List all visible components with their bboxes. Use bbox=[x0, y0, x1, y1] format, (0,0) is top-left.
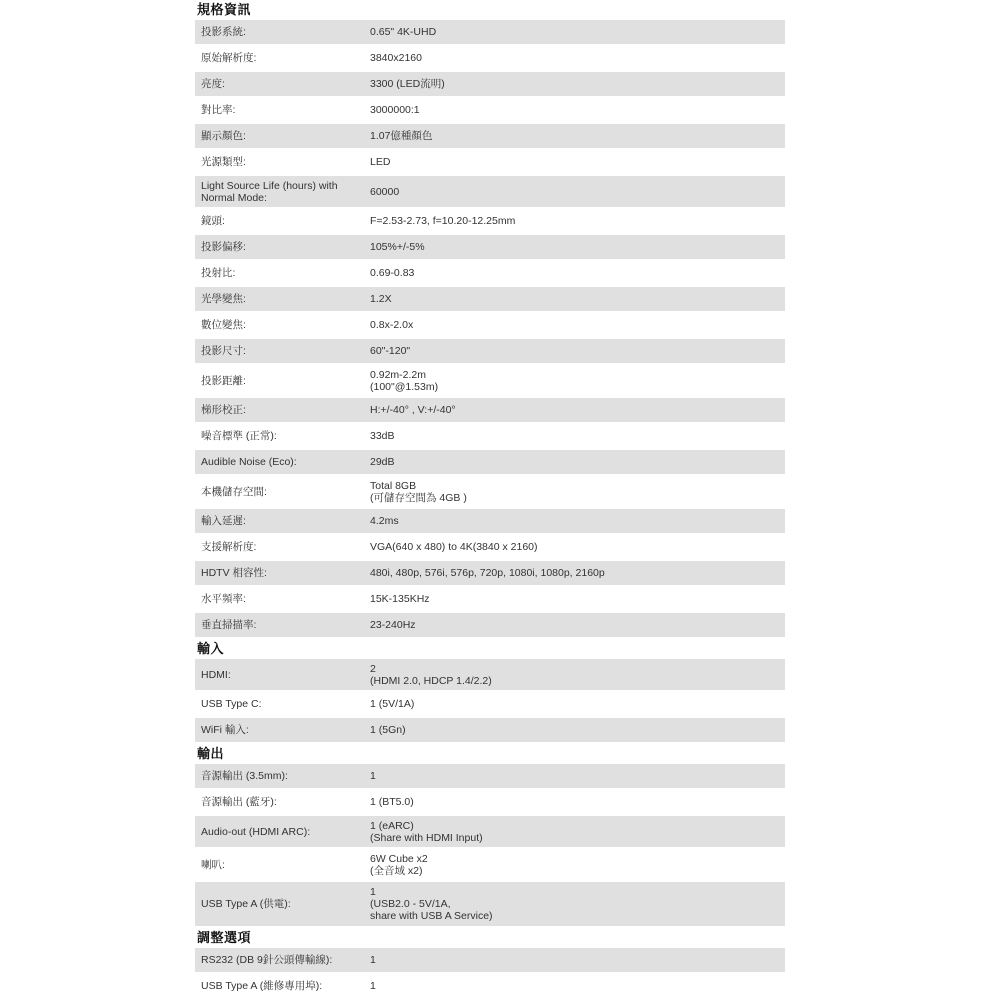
spec-value: 1 (5V/1A) bbox=[370, 698, 415, 710]
spec-label: 原始解析度: bbox=[201, 52, 257, 64]
spec-label: HDMI: bbox=[201, 668, 231, 681]
spec-row bbox=[195, 46, 785, 72]
spec-value: 105%+/-5% bbox=[370, 241, 425, 253]
spec-value: 3840x2160 bbox=[370, 52, 422, 64]
spec-row bbox=[195, 98, 785, 124]
spec-label: USB Type A (供電): bbox=[201, 898, 291, 910]
spec-label: 音源輸出 (3.5mm): bbox=[201, 770, 288, 782]
spec-value: 1 (USB2.0 - 5V/1A, share with USB A Service) bbox=[370, 886, 493, 922]
spec-label: 亮度: bbox=[201, 78, 225, 90]
spec-row bbox=[195, 561, 785, 587]
spec-row bbox=[195, 476, 785, 509]
spec-label: 光源類型: bbox=[201, 156, 246, 168]
spec-value: 4.2ms bbox=[370, 515, 399, 527]
spec-value: VGA(640 x 480) to 4K(3840 x 2160) bbox=[370, 541, 538, 553]
spec-value: 6W Cube x2 (全音域 x2) bbox=[370, 852, 428, 877]
spec-row bbox=[195, 849, 785, 882]
spec-value: 1.2X bbox=[370, 293, 392, 305]
spec-label: Audible Noise (Eco): bbox=[201, 456, 297, 468]
spec-value: 0.69-0.83 bbox=[370, 267, 415, 279]
spec-row bbox=[195, 424, 785, 450]
spec-row bbox=[195, 209, 785, 235]
spec-value: 33dB bbox=[370, 430, 395, 442]
spec-row bbox=[195, 613, 785, 639]
spec-label: 支援解析度: bbox=[201, 541, 257, 553]
spec-row bbox=[195, 692, 785, 718]
spec-row bbox=[195, 150, 785, 176]
spec-label: 投射比: bbox=[201, 267, 236, 279]
spec-label: 噪音標準 (正常): bbox=[201, 430, 277, 442]
spec-value: 3000000:1 bbox=[370, 104, 420, 116]
spec-value: 60"-120" bbox=[370, 345, 411, 357]
spec-value: 23-240Hz bbox=[370, 619, 416, 631]
spec-label: 光學變焦: bbox=[201, 293, 246, 305]
spec-label: 鏡頭: bbox=[201, 215, 225, 227]
spec-row bbox=[195, 176, 785, 209]
spec-row bbox=[195, 313, 785, 339]
spec-value: 1 bbox=[370, 980, 376, 992]
spec-row bbox=[195, 587, 785, 613]
spec-row bbox=[195, 974, 785, 1000]
spec-value: 1 bbox=[370, 954, 376, 966]
spec-value: 1 (5Gn) bbox=[370, 724, 406, 736]
spec-label: 喇叭: bbox=[201, 858, 225, 871]
spec-label: 梯形校正: bbox=[201, 404, 246, 416]
spec-row bbox=[195, 287, 785, 313]
spec-row bbox=[195, 659, 785, 692]
spec-label: USB Type A (維修專用埠): bbox=[201, 980, 323, 992]
spec-label: 本機儲存空間: bbox=[201, 485, 267, 498]
section-title: 調整選項 bbox=[197, 930, 252, 945]
spec-label: HDTV 相容性: bbox=[201, 567, 267, 579]
spec-row bbox=[195, 20, 785, 46]
spec-label: 投影尺寸: bbox=[201, 345, 246, 357]
spec-value: 0.65" 4K-UHD bbox=[370, 26, 437, 38]
spec-label: 顯示顏色: bbox=[201, 130, 246, 142]
spec-row bbox=[195, 261, 785, 287]
section-title: 輸出 bbox=[197, 746, 225, 761]
spec-value: H:+/-40° , V:+/-40° bbox=[370, 404, 456, 416]
spec-value: 1 (eARC) (Share with HDMI Input) bbox=[370, 819, 483, 844]
spec-label: 投影系統: bbox=[201, 26, 246, 38]
spec-value: 2 (HDMI 2.0, HDCP 1.4/2.2) bbox=[370, 662, 492, 687]
spec-row bbox=[195, 398, 785, 424]
spec-label: Audio-out (HDMI ARC): bbox=[201, 825, 311, 838]
spec-value: 60000 bbox=[370, 185, 400, 198]
spec-value: 15K-135KHz bbox=[370, 593, 430, 605]
spec-label: 投影偏移: bbox=[201, 241, 246, 253]
spec-label: 水平頻率: bbox=[201, 593, 246, 605]
spec-row bbox=[195, 816, 785, 849]
spec-row bbox=[195, 718, 785, 744]
spec-row bbox=[195, 535, 785, 561]
spec-value: 0.92m-2.2m (100"@1.53m) bbox=[370, 368, 439, 393]
spec-row bbox=[195, 365, 785, 398]
spec-label: 數位變焦: bbox=[201, 319, 246, 331]
spec-label: WiFi 輸入: bbox=[201, 724, 249, 736]
spec-value: 29dB bbox=[370, 456, 395, 468]
spec-value: 1.07億種顏色 bbox=[370, 130, 433, 142]
section-title: 輸入 bbox=[197, 641, 225, 656]
spec-row bbox=[195, 790, 785, 816]
spec-label: 投影距離: bbox=[201, 374, 246, 387]
spec-row bbox=[195, 509, 785, 535]
spec-row bbox=[195, 124, 785, 150]
spec-label: 音源輸出 (藍牙): bbox=[201, 796, 277, 808]
spec-value: Total 8GB (可儲存空間為 4GB ) bbox=[370, 479, 467, 504]
spec-label: 對比率: bbox=[201, 104, 236, 116]
spec-label: 垂直掃描率: bbox=[201, 619, 257, 631]
section-title: 規格資訊 bbox=[197, 2, 252, 17]
spec-row bbox=[195, 450, 785, 476]
spec-value: 480i, 480p, 576i, 576p, 720p, 1080i, 1080p, 2160p bbox=[370, 567, 605, 579]
spec-value: 1 (BT5.0) bbox=[370, 796, 414, 808]
spec-row bbox=[195, 882, 785, 928]
spec-value: 1 bbox=[370, 770, 376, 782]
spec-row bbox=[195, 339, 785, 365]
spec-label: RS232 (DB 9針公頭傳輸線): bbox=[201, 954, 333, 966]
spec-row bbox=[195, 235, 785, 261]
spec-value: 0.8x-2.0x bbox=[370, 319, 414, 331]
spec-value: 3300 (LED流明) bbox=[370, 78, 445, 90]
spec-row bbox=[195, 948, 785, 974]
spec-row bbox=[195, 764, 785, 790]
spec-label: 輸入延遲: bbox=[201, 515, 246, 527]
spec-label: USB Type C: bbox=[201, 698, 262, 710]
spec-row bbox=[195, 72, 785, 98]
spec-value: F=2.53-2.73, f=10.20-12.25mm bbox=[370, 215, 516, 227]
spec-label: Light Source Life (hours) with Normal Mode: bbox=[201, 179, 338, 204]
spec-sheet bbox=[195, 0, 785, 1000]
spec-value: LED bbox=[370, 156, 391, 168]
